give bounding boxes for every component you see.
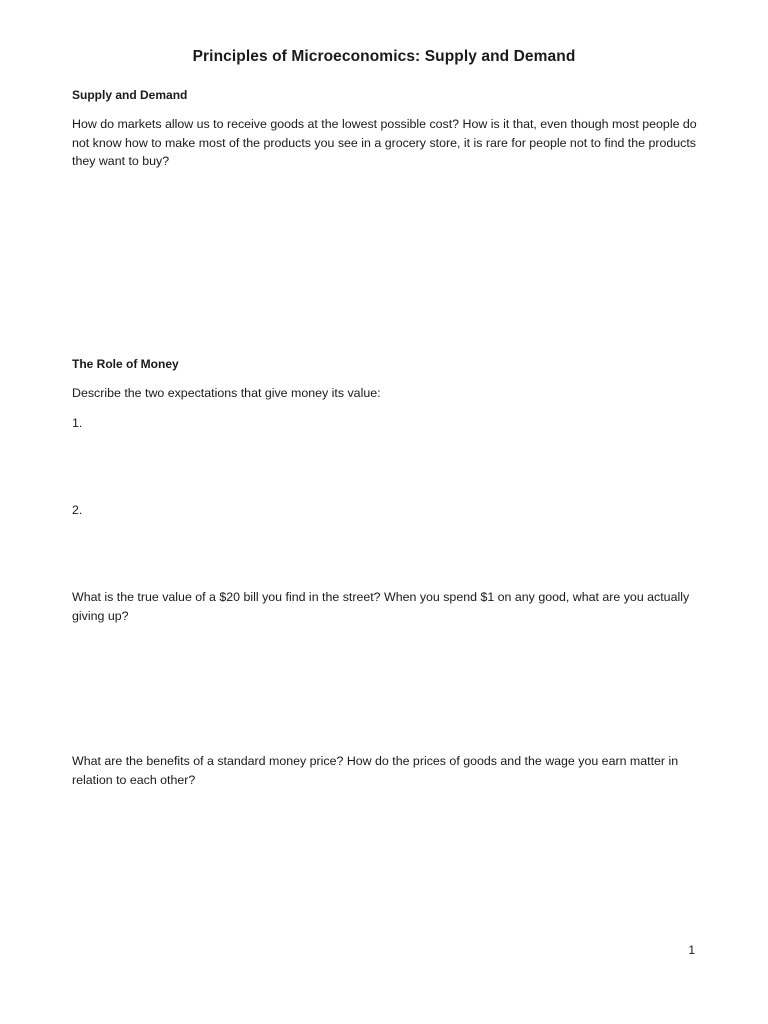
list-item-number-1: 1. bbox=[72, 416, 83, 430]
list-item-number-2: 2. bbox=[72, 503, 83, 517]
question-true-value-of-bill: What is the true value of a $20 bill you find in the street? When you spend $1 on any good, what are you actually giving up? bbox=[72, 590, 690, 623]
question-markets-lowest-cost: How do markets allow us to receive goods at the lowest possible cost? How is it that, even though most people do not know how to make most of the products you see in a grocery store, it is rare for people not to find the products they want to buy? bbox=[72, 117, 697, 168]
prompt-two-expectations: Describe the two expectations that give money its value: bbox=[72, 386, 381, 400]
document-title: Principles of Microeconomics: Supply and Demand bbox=[192, 48, 576, 65]
page-number: 1 bbox=[688, 943, 695, 957]
question-standard-money-price: What are the benefits of a standard money price? How do the prices of goods and the wage you earn matter in relation to each other? bbox=[72, 754, 679, 787]
section-heading-role-of-money: The Role of Money bbox=[72, 357, 179, 371]
section-heading-supply-and-demand: Supply and Demand bbox=[72, 88, 188, 102]
